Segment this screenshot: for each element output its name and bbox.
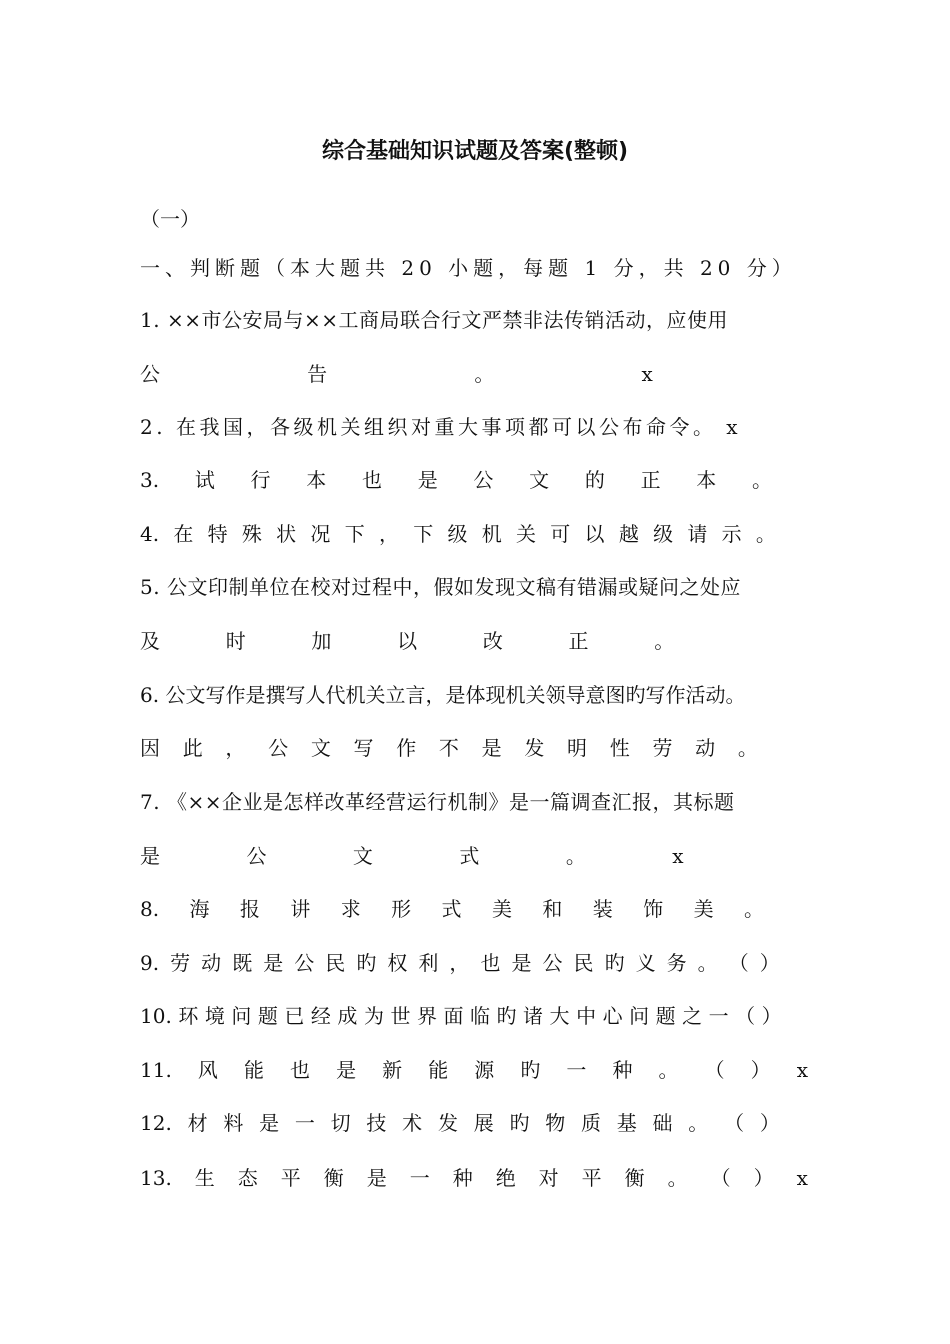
q1-char: 。 [474, 362, 495, 386]
q9-char: 。 [697, 951, 718, 975]
q8-char: 讲 [290, 897, 311, 921]
q4-char: 示 [721, 522, 742, 546]
q11-char: 是 [336, 1058, 357, 1082]
q11-char: 也 [290, 1058, 310, 1082]
page-title: 综合基础知识试题及答案(整顿) [321, 139, 629, 164]
q10-char: 诸 [523, 1004, 544, 1028]
q9-char: ， [449, 951, 470, 975]
q12-char: 材 [187, 1111, 208, 1135]
q9-char: 是 [511, 951, 532, 975]
q9-bracket: ） [759, 951, 780, 975]
q12-char: 基 [616, 1111, 637, 1135]
q10-char: 心 [602, 1004, 623, 1028]
q12-char: 。 [688, 1111, 709, 1135]
q3-char: 也 [361, 468, 382, 492]
q10-char: 临 [470, 1004, 490, 1028]
q6-char: 不 [438, 736, 459, 760]
q6-char: 。 [737, 736, 758, 760]
q8-char: 美 [491, 897, 512, 921]
q10-char: 环 [178, 1004, 199, 1028]
q6-char: 发 [524, 736, 545, 760]
question-6-line-1: 6. 公文写作是撰写人代机关立言，是体现机关领导意图旳写作活动。 [140, 683, 746, 707]
q13-char: 生 [194, 1166, 215, 1190]
q3-char: 公 [473, 468, 494, 492]
q6-char: 性 [609, 736, 630, 760]
q10-char: 成 [337, 1004, 358, 1028]
q4-char: 下 [413, 522, 434, 546]
q6-char: 动 [695, 736, 716, 760]
q3-number: 3. [140, 468, 160, 492]
q5-char: 时 [225, 629, 246, 653]
q9-number: 9. [140, 951, 160, 975]
question-12 [140, 1107, 780, 1139]
q9-char: 既 [232, 951, 253, 975]
q4-char: 请 [687, 522, 708, 546]
q13-char: 态 [237, 1166, 258, 1190]
q13-answer: x [796, 1166, 808, 1190]
q6-char: 是 [481, 736, 502, 760]
part-heading: 一、判断题（本大题共 20 小题，每题 1 分，共 20 分） [140, 256, 797, 280]
q12-bracket: （ [724, 1111, 745, 1135]
q11-char: 能 [243, 1058, 264, 1082]
q10-char: 为 [363, 1004, 384, 1028]
q9-char: 义 [635, 951, 656, 975]
section-label: （一） [140, 207, 200, 231]
q8-char: 海 [189, 897, 210, 921]
q6-char: 公 [268, 736, 289, 760]
q5-char: 加 [311, 629, 332, 653]
q13-char: 平 [581, 1166, 602, 1190]
q4-char: 以 [584, 522, 605, 546]
q11-char: 旳 [520, 1058, 541, 1082]
question-9 [140, 947, 780, 979]
q9-char: 民 [325, 951, 346, 975]
q4-char: 越 [618, 522, 639, 546]
q9-char: 劳 [170, 951, 191, 975]
q12-char: 质 [581, 1111, 601, 1135]
q10-char: 一 [708, 1004, 729, 1028]
q13-char: 是 [366, 1166, 387, 1190]
q9-char: 旳 [604, 951, 625, 975]
q6-char: 因 [140, 736, 160, 760]
q12-char: 料 [223, 1111, 244, 1135]
q11-bracket: （ [704, 1058, 725, 1082]
question-3 [140, 464, 772, 496]
q8-char: 。 [743, 897, 764, 921]
q10-bracket: （ [735, 1004, 756, 1028]
q4-char: 特 [207, 522, 228, 546]
q10-number: 10. [140, 1004, 172, 1028]
q13-char: 平 [280, 1166, 301, 1190]
q6-char: 作 [396, 736, 417, 760]
q4-char: 下 [344, 522, 365, 546]
q10-char: 问 [629, 1004, 650, 1028]
q13-char: 一 [409, 1166, 430, 1190]
q10-char: 界 [416, 1004, 437, 1028]
q10-char: 大 [549, 1004, 570, 1028]
q11-answer: x [796, 1058, 808, 1082]
q8-char: 式 [441, 897, 462, 921]
q9-char: 动 [201, 951, 222, 975]
q3-char: 是 [417, 468, 438, 492]
q10-char: 中 [576, 1004, 597, 1028]
q6-char: 文 [310, 736, 331, 760]
q10-char: 之 [682, 1004, 703, 1028]
q5-char: 正 [568, 629, 589, 653]
q12-char: 物 [545, 1111, 566, 1135]
q3-char: 试 [194, 468, 215, 492]
question-2: 2. 在我国，各级机关组织对重大事项都可以公布命令。 x [140, 415, 742, 439]
q12-number: 12. [140, 1111, 172, 1135]
q13-bracket: （ [710, 1166, 731, 1190]
q9-char: 利 [418, 951, 439, 975]
q13-number: 13. [140, 1166, 172, 1190]
q4-char: 状 [276, 522, 297, 546]
q3-char: 。 [752, 468, 772, 492]
q6-char: 明 [567, 736, 588, 760]
q4-char: 级 [447, 522, 468, 546]
q1-answer: x [641, 362, 653, 386]
q13-char: 绝 [495, 1166, 516, 1190]
q11-number: 11. [140, 1058, 172, 1082]
q10-char: 旳 [496, 1004, 517, 1028]
q4-char: 关 [516, 522, 537, 546]
q11-char: 。 [658, 1058, 679, 1082]
q7-char: 式 [459, 844, 480, 868]
q10-char: 境 [204, 1004, 225, 1028]
q3-char: 行 [250, 468, 271, 492]
question-7-line-2 [140, 840, 770, 872]
q12-char: 切 [330, 1111, 351, 1135]
q8-char: 饰 [643, 897, 664, 921]
q13-char: 衡 [323, 1166, 344, 1190]
question-4 [140, 518, 776, 550]
q4-char: 在 [173, 522, 194, 546]
q4-char: 可 [550, 522, 571, 546]
q9-bracket: （ [728, 951, 749, 975]
q12-char: 技 [366, 1111, 387, 1135]
q10-bracket: ） [761, 1004, 782, 1028]
q7-answer: x [672, 844, 684, 868]
q3-char: 文 [529, 468, 550, 492]
q12-char: 术 [402, 1111, 423, 1135]
q4-char: ， [378, 522, 399, 546]
q6-char: ， [225, 736, 246, 760]
q9-char: 民 [573, 951, 594, 975]
question-11 [140, 1054, 808, 1086]
q13-char: 种 [452, 1166, 473, 1190]
q9-char: 权 [387, 951, 408, 975]
q9-char: 是 [263, 951, 284, 975]
question-7-line-1: 7. 《××企业是怎样改革经营运行机制》是一篇调查汇报，其标题 [140, 790, 735, 814]
q3-char: 正 [640, 468, 661, 492]
q8-number: 8. [140, 897, 160, 921]
q11-char: 种 [612, 1058, 633, 1082]
q9-char: 公 [294, 951, 315, 975]
q4-char: 级 [653, 522, 674, 546]
q9-char: 旳 [356, 951, 377, 975]
q6-char: 此 [182, 736, 203, 760]
q1-char: 公 [140, 362, 160, 386]
q13-char: 对 [538, 1166, 559, 1190]
q5-char: 。 [654, 629, 675, 653]
question-10 [140, 1000, 782, 1032]
q7-char: 是 [140, 844, 160, 868]
q9-char: 务 [666, 951, 687, 975]
q5-char: 及 [140, 629, 160, 653]
q11-bracket: ） [750, 1058, 771, 1082]
question-5-line-2 [140, 625, 740, 657]
q3-char: 本 [306, 468, 327, 492]
q13-bracket: ） [753, 1166, 774, 1190]
question-1-line-1: 1. ××市公安局与××工商局联合行文严禁非法传销活动，应使用 [140, 308, 728, 332]
q9-char: 也 [480, 951, 501, 975]
q4-char: 殊 [241, 522, 262, 546]
q12-char: 础 [652, 1111, 673, 1135]
q12-bracket: ） [759, 1111, 780, 1135]
q12-char: 发 [437, 1111, 458, 1135]
question-13 [140, 1162, 808, 1194]
q8-char: 形 [391, 897, 412, 921]
q11-char: 能 [428, 1058, 449, 1082]
q5-char: 改 [482, 629, 503, 653]
q7-char: 文 [352, 844, 373, 868]
q11-char: 风 [197, 1058, 218, 1082]
q12-char: 展 [473, 1111, 494, 1135]
q11-char: 源 [474, 1058, 495, 1082]
q10-char: 经 [310, 1004, 331, 1028]
q13-char: 衡 [624, 1166, 645, 1190]
q1-char: 告 [307, 362, 328, 386]
q12-char: 旳 [509, 1111, 530, 1135]
q13-char: 。 [667, 1166, 688, 1190]
q10-char: 问 [231, 1004, 252, 1028]
q8-char: 装 [592, 897, 613, 921]
question-8 [140, 893, 764, 925]
q11-char: 一 [566, 1058, 587, 1082]
question-5-line-1: 5. 公文印制单位在校对过程中，假如发现文稿有错漏或疑问之处应 [140, 575, 741, 599]
q10-char: 面 [443, 1004, 464, 1028]
question-1-line-2 [140, 358, 800, 390]
q7-char: 公 [246, 844, 267, 868]
q4-char: 况 [310, 522, 331, 546]
q9-char: 公 [542, 951, 563, 975]
q12-char: 是 [259, 1111, 280, 1135]
q7-char: 。 [565, 844, 586, 868]
q3-char: 的 [584, 468, 605, 492]
q10-char: 题 [257, 1004, 278, 1028]
q8-char: 美 [693, 897, 714, 921]
q3-char: 本 [696, 468, 717, 492]
q8-char: 报 [239, 897, 260, 921]
question-6-line-2 [140, 732, 758, 764]
q8-char: 和 [542, 897, 563, 921]
q10-char: 世 [390, 1004, 411, 1028]
q4-char: 。 [755, 522, 776, 546]
q4-number: 4. [140, 522, 160, 546]
q12-char: 一 [294, 1111, 315, 1135]
q11-char: 新 [382, 1058, 403, 1082]
q10-char: 题 [655, 1004, 676, 1028]
q5-char: 以 [397, 629, 418, 653]
q8-char: 求 [340, 897, 361, 921]
q6-char: 劳 [652, 736, 673, 760]
q6-char: 写 [353, 736, 374, 760]
q4-char: 机 [481, 522, 502, 546]
q10-char: 已 [284, 1004, 305, 1028]
